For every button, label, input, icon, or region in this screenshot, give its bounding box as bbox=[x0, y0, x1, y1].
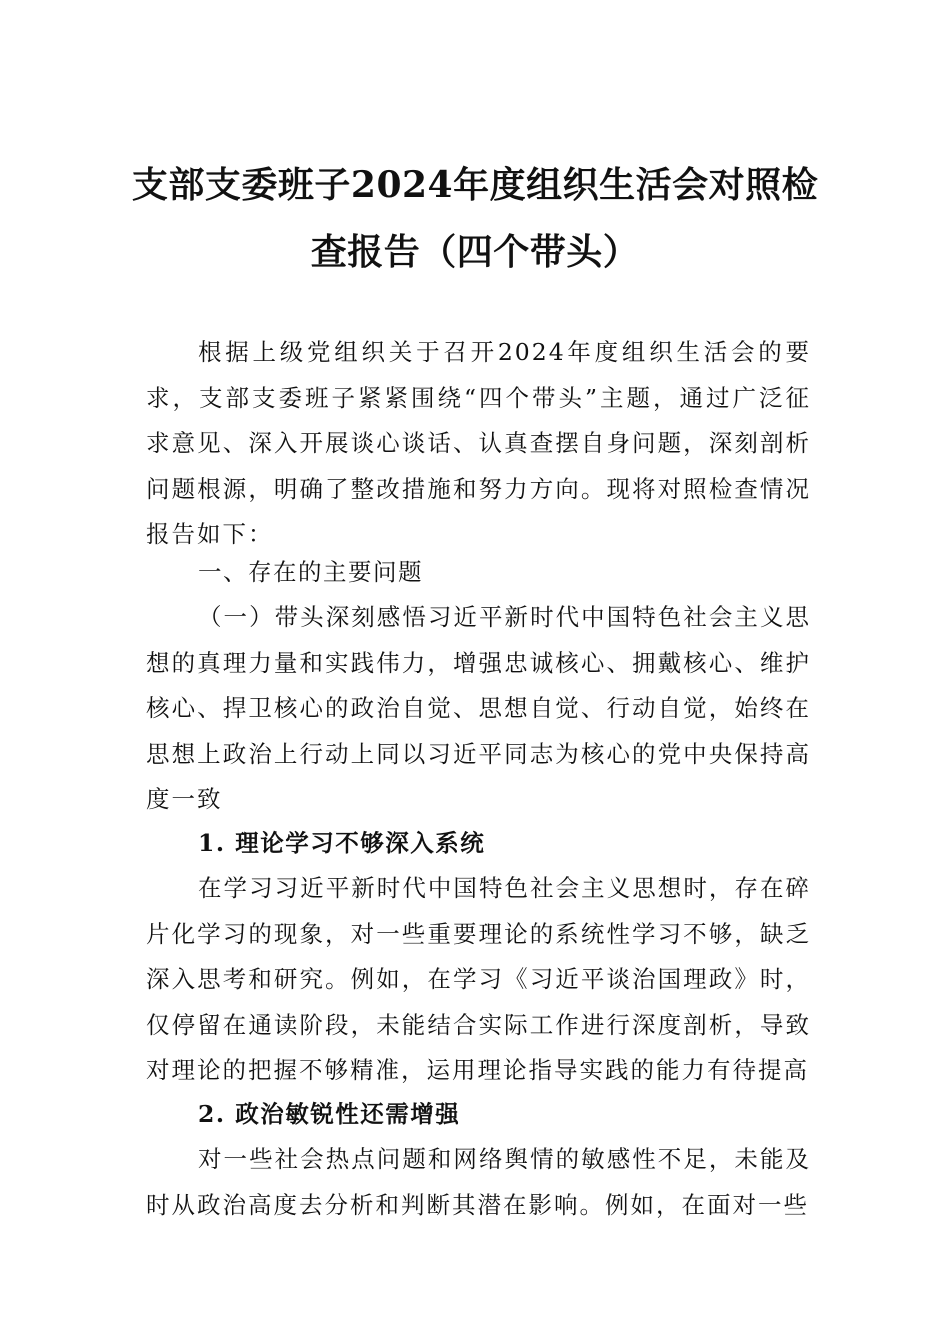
subsection-heading-1: （一）带头深刻感悟习近平新时代中国特色社会主义思想的真理力量和实践伟力，增强忠诚核心、拥戴核心、维护核心、捍卫核心的政治自觉、思想自觉、行动自觉，始终在思想上政治上行动上同以习近平同志为核心的党中央保持高度一致 bbox=[146, 603, 811, 813]
item-1-heading: 1. 理论学习不够深入系统 bbox=[198, 829, 486, 857]
document-title-line-1: 支部支委班子2024年度组织生活会对照检 bbox=[131, 164, 819, 206]
item-2-heading: 2. 政治敏锐性还需增强 bbox=[198, 1100, 461, 1128]
item-2-paragraph: 对一些社会热点问题和网络舆情的敏感性不足，未能及时从政治高度去分析和判断其潜在影响。例如，在面对一些 bbox=[146, 1145, 811, 1219]
item-1-paragraph: 在学习习近平新时代中国特色社会主义思想时，存在碎片化学习的现象，对一些重要理论的系统性学习不够，缺乏深入思考和研究。例如，在学习《习近平谈治国理政》时，仅停留在通读阶段，未能结合实际工作进行深度剖析，导致对理论的把握不够精准，运用理论指导实践的能力有待提高 bbox=[146, 874, 811, 1084]
intro-paragraph: 根据上级党组织关于召开2024年度组织生活会的要求，支部支委班子紧紧围绕“四个带头”主题，通过广泛征求意见、深入开展谈心谈话、认真查摆自身问题，深刻剖析问题根源，明确了整改措施和努力方向。现将对照检查情况报告如下： bbox=[146, 338, 811, 548]
section-heading-problems: 一、存在的主要问题 bbox=[198, 558, 423, 586]
document-title-line-2: 查报告（四个带头） bbox=[310, 231, 640, 273]
